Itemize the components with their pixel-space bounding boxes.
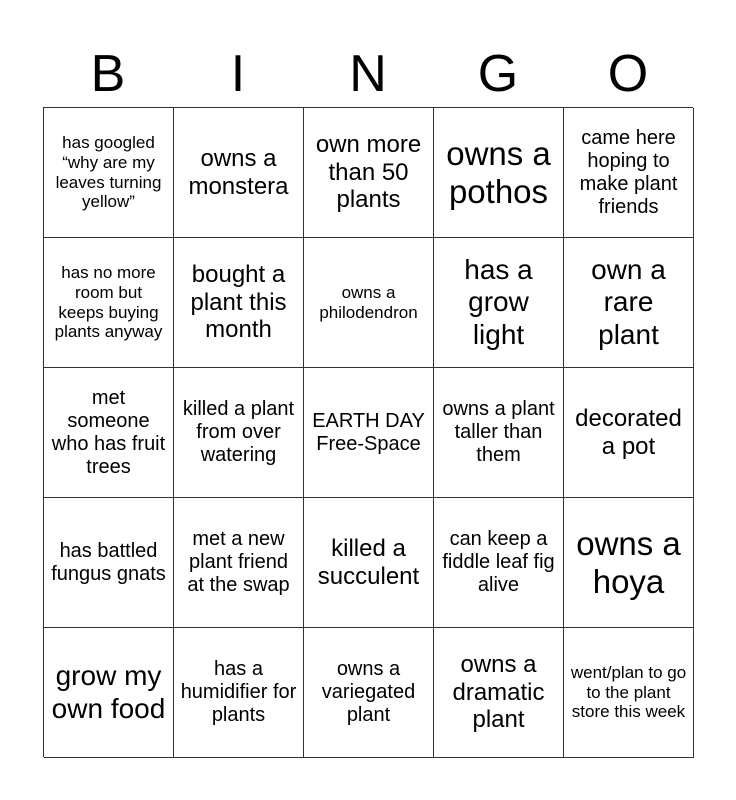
bingo-cell[interactable]	[434, 498, 564, 628]
bingo-cell[interactable]	[434, 368, 564, 498]
bingo-cell-text: owns a variegated plant	[321, 658, 416, 726]
bingo-cell[interactable]	[564, 498, 694, 628]
bingo-cell[interactable]	[174, 368, 304, 498]
bingo-cell-text: has a grow light	[464, 254, 533, 350]
bingo-cell-text: owns a dramatic plant	[452, 651, 545, 734]
bingo-cell-text: killed a succulent	[317, 534, 420, 590]
header-letter-i: I	[230, 45, 246, 103]
header-letter-n: N	[349, 45, 387, 103]
bingo-cell-text: own more than 50 plants	[315, 131, 422, 214]
bingo-cell[interactable]	[44, 498, 174, 628]
bingo-header	[43, 40, 693, 108]
bingo-cell[interactable]	[434, 238, 564, 368]
bingo-cell[interactable]	[304, 498, 434, 628]
header-letter-g: G	[477, 45, 519, 103]
bingo-cell[interactable]	[44, 238, 174, 368]
bingo-cell-text: owns a hoya	[576, 524, 681, 600]
bingo-cell[interactable]	[564, 238, 694, 368]
bingo-cell[interactable]	[174, 108, 304, 238]
bingo-cell[interactable]	[174, 498, 304, 628]
bingo-cell-text: has battled fungus gnats	[51, 539, 166, 585]
bingo-cell-text: has a humidifier for plants	[180, 658, 297, 726]
bingo-cell-text: went/plan to go to the plant store this week	[570, 663, 687, 722]
bingo-cell[interactable]	[304, 238, 434, 368]
bingo-cell-text: has googled “why are my leaves turning yellow”	[55, 133, 162, 212]
bingo-cell-text: met someone who has fruit trees	[51, 386, 166, 478]
bingo-cell[interactable]	[304, 368, 434, 498]
bingo-cell-text: grow my own food	[51, 660, 166, 724]
bingo-cell-text: owns a monstera	[188, 144, 289, 200]
bingo-cell-text: killed a plant from over watering	[182, 398, 295, 466]
bingo-cell[interactable]	[174, 628, 304, 758]
bingo-cell-text: decorated a pot	[575, 404, 682, 460]
bingo-cell[interactable]	[44, 108, 174, 238]
bingo-cell-text: owns a philodendron	[319, 282, 418, 322]
bingo-cell[interactable]	[44, 628, 174, 758]
bingo-cell[interactable]	[564, 108, 694, 238]
bingo-cell-text: can keep a fiddle leaf fig alive	[442, 528, 555, 596]
bingo-cell[interactable]	[434, 628, 564, 758]
bingo-cell[interactable]	[304, 108, 434, 238]
header-letter-o: O	[607, 45, 649, 103]
bingo-cell-text: bought a plant this month	[190, 261, 287, 344]
bingo-cell-text: owns a pothos	[446, 134, 551, 210]
bingo-cell[interactable]	[434, 108, 564, 238]
bingo-cell[interactable]	[44, 368, 174, 498]
bingo-cell-text: own a rare plant	[591, 254, 666, 350]
bingo-cell-text: met a new plant friend at the swap	[187, 528, 290, 596]
bingo-cell[interactable]	[304, 628, 434, 758]
bingo-board	[43, 107, 693, 757]
header-letter-b: B	[90, 45, 126, 103]
bingo-cell-text: EARTH DAY Free-Space	[312, 409, 425, 455]
bingo-cell[interactable]	[564, 628, 694, 758]
bingo-cell-text: owns a plant taller than them	[442, 398, 555, 466]
bingo-cell-text: has no more room but keeps buying plants anyway	[54, 263, 163, 342]
bingo-cell[interactable]	[564, 368, 694, 498]
bingo-cell[interactable]	[174, 238, 304, 368]
bingo-cell-text: came here hoping to make plant friends	[579, 126, 678, 218]
